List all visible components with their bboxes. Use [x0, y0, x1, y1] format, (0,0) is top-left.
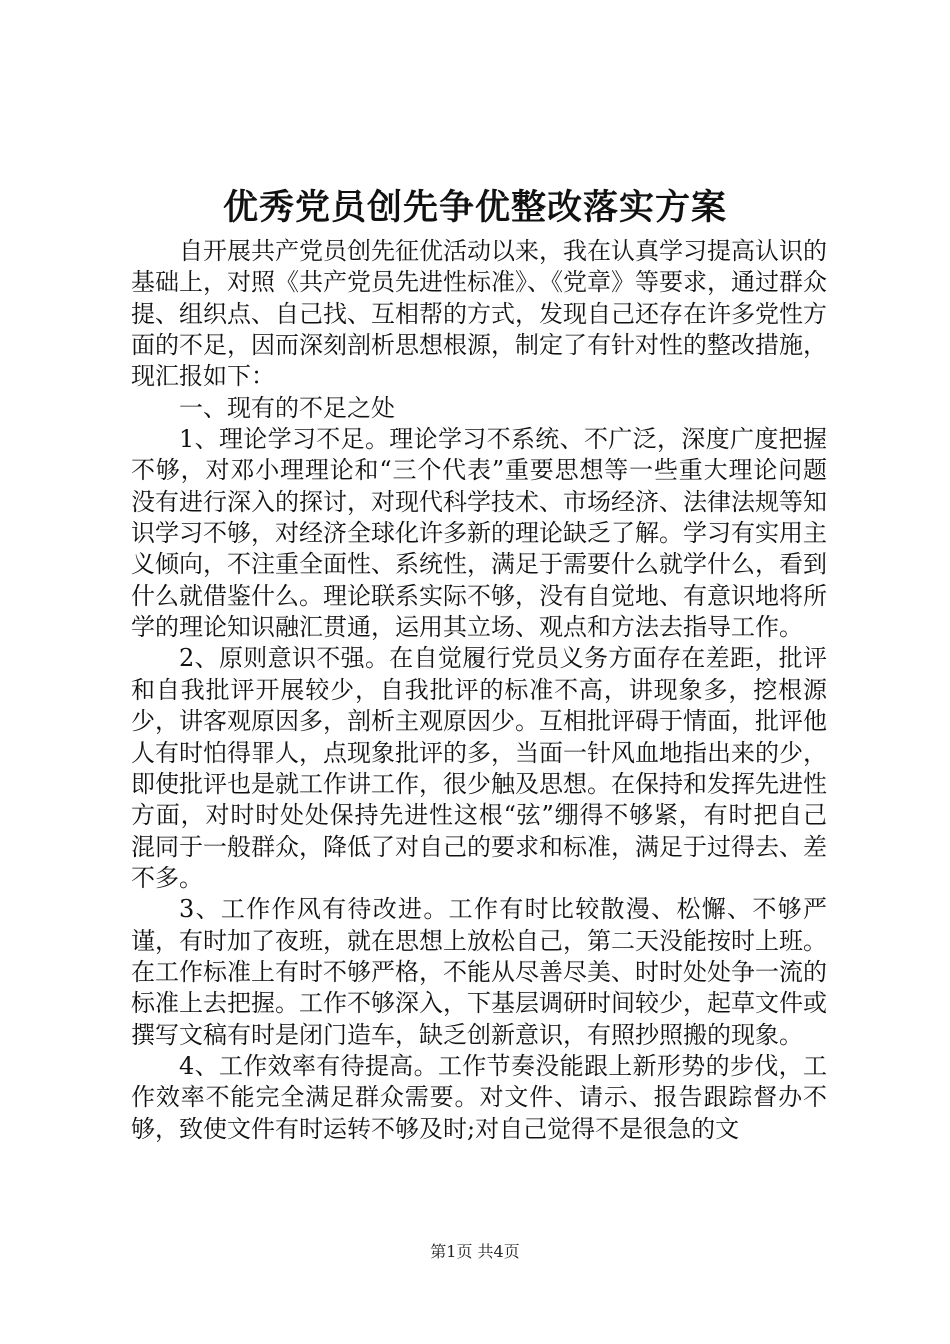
item-paragraph-4: 4、工作效率有待提高。工作节奏没能跟上新形势的步伐，工作效率不能完全满足群众需要。对文件、请示、报告跟踪督办不够，致使文件有时运转不够及时;对自己觉得不是很急的文	[131, 1051, 827, 1143]
item-paragraph-1: 1、理论学习不足。理论学习不系统、不广泛，深度广度把握不够，对邓小理理论和“三个代表”重要思想等一些重大理论问题没有进行深入的探讨，对现代科学技术、市场经济、法律法规等知识学习不够，对经济全球化许多新的理论缺乏了解。学习有实用主义倾向，不注重全面性、系统性，满足于需要什么就学什么，看到什么就借鉴什么。理论联系实际不够，没有自觉地、有意识地将所学的理论知识融汇贯通，运用其立场、观点和方法去指导工作。	[131, 425, 827, 642]
page-footer: 第1页 共4页	[430, 1242, 520, 1261]
document-title: 优秀党员创先争优整改落实方案	[222, 187, 727, 228]
intro-paragraph: 自开展共产党员创先征优活动以来，我在认真学习提高认识的基础上，对照《共产党员先进性标准》、《党章》等要求，通过群众提、组织点、自己找、互相帮的方式，发现自己还存在许多党性方面的不足，因而深刻剖析思想根源，制定了有针对性的整改措施，现汇报如下：	[131, 237, 827, 391]
item-paragraph-2: 2、原则意识不强。在自觉履行党员义务方面存在差距，批评和自我批评开展较少，自我批评的标准不高，讲现象多，挖根源少，讲客观原因多，剖析主观原因少。互相批评碍于情面，批评他人有时怕得罪人，点现象批评的多，当面一针风血地指出来的少，即使批评也是就工作讲工作，很少触及思想。在保持和发挥先进性方面，对时时处处保持先进性这根“弦”绷得不够紧，有时把自己混同于一般群众，降低了对自己的要求和标准，满足于过得去、差不多。	[131, 644, 827, 892]
item-paragraph-3: 3、工作作风有待改进。工作有时比较散漫、松懈、不够严谨，有时加了夜班，就在思想上放松自己，第二天没能按时上班。在工作标准上有时不够严格，不能从尽善尽美、时时处处争一流的标准上去把握。工作不够深入，下基层调研时间较少，起草文件或撰写文稿有时是闭门造车，缺乏创新意识，有照抄照搬的现象。	[131, 895, 827, 1049]
document-body	[131, 236, 827, 1145]
section-heading: 一、现有的不足之处	[179, 393, 395, 422]
